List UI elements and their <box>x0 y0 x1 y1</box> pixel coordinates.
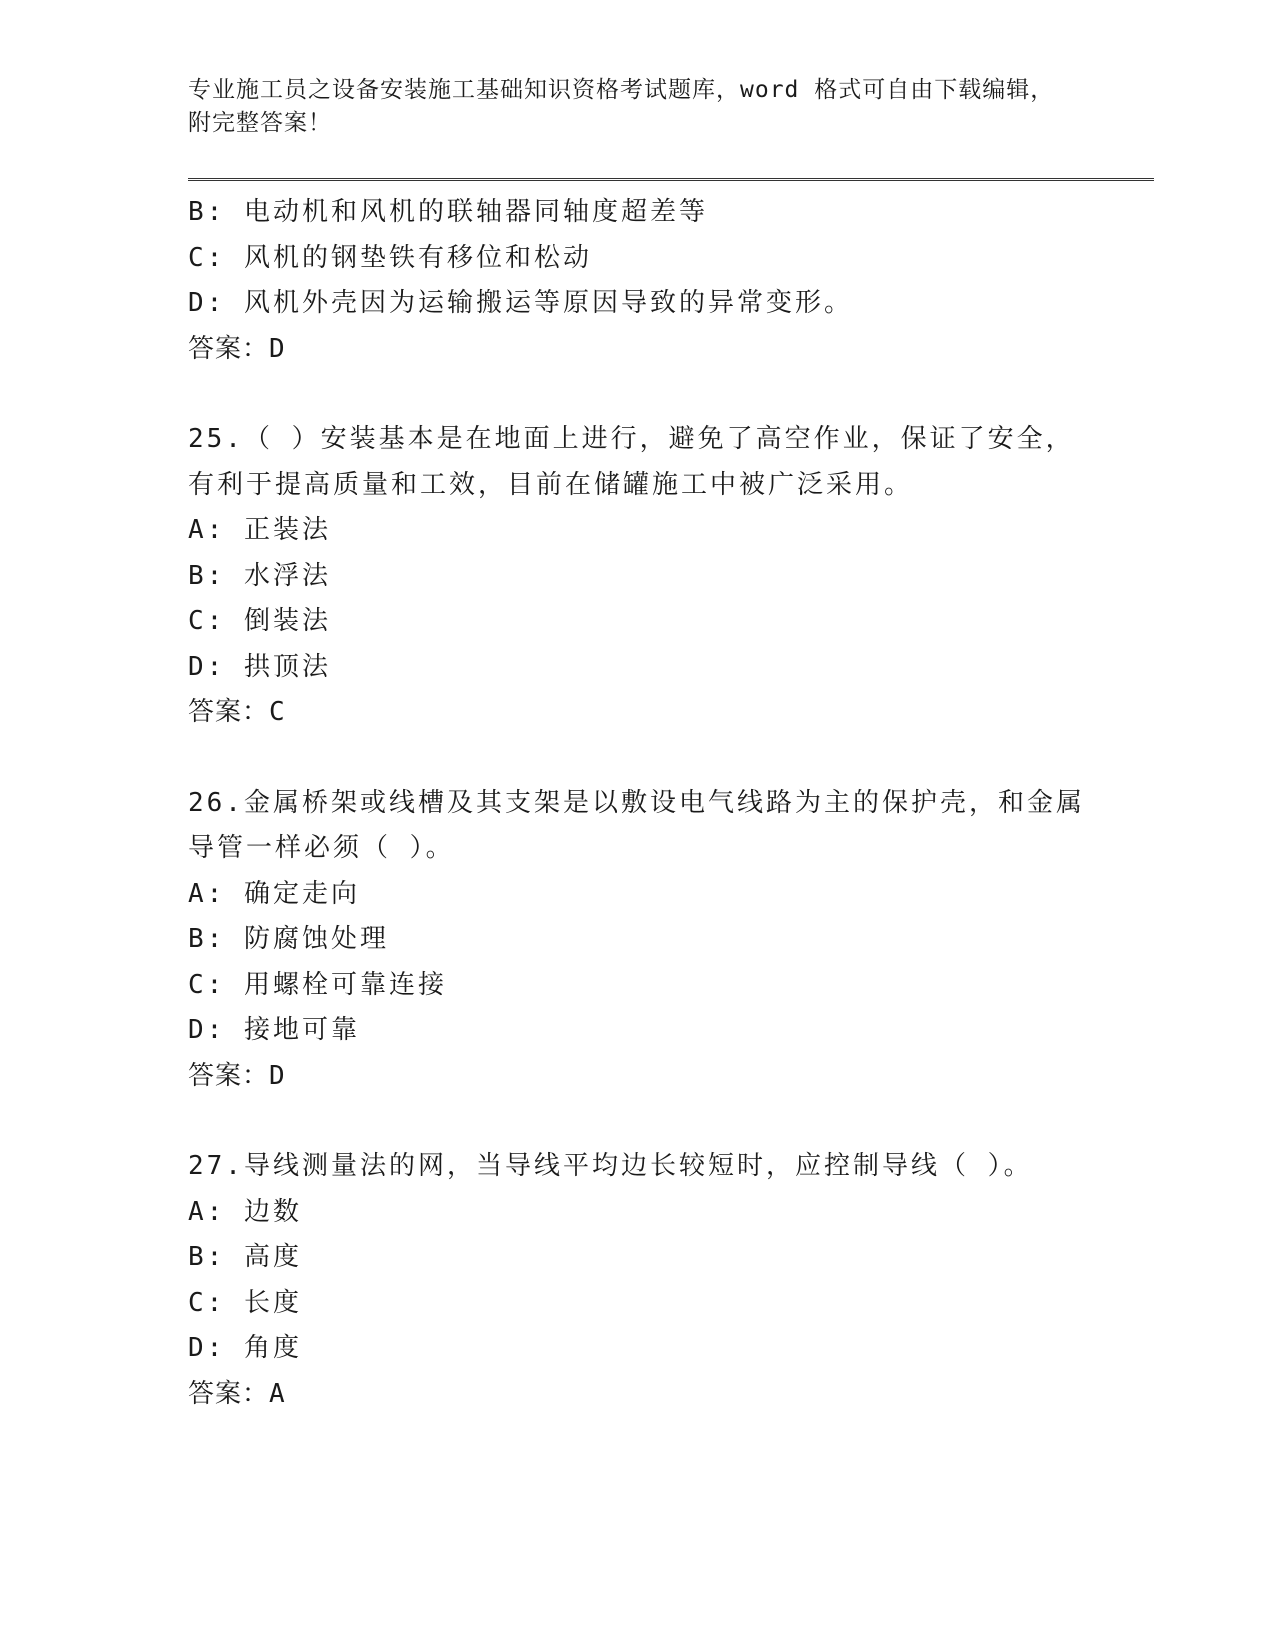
answer: 答案：D <box>188 333 286 364</box>
question-text <box>188 1144 1118 1190</box>
option-d: D: 拱顶法 <box>188 651 331 682</box>
question-text <box>188 781 1118 872</box>
option-a: A: 边数 <box>188 1196 302 1227</box>
option-b: B: 水浮法 <box>188 560 331 591</box>
option-b: B: 防腐蚀处理 <box>188 924 389 954</box>
answer: 答案：C <box>188 697 286 727</box>
option-a: A: 正装法 <box>188 515 331 545</box>
header-divider <box>188 178 1154 181</box>
question-27 <box>188 1144 1118 1417</box>
question-text-line: 27.导线测量法的网，当导线平均边长较短时，应控制导线（ ）。 <box>188 1151 1033 1181</box>
option-d: D: 风机外壳因为运输搬运等原因导致的异常变形。 <box>188 288 853 318</box>
question-text <box>188 417 1118 508</box>
option-d: D: 接地可靠 <box>188 1015 360 1045</box>
option-c: C: 长度 <box>188 1287 302 1318</box>
header-line-2: 附完整答案！ <box>188 110 332 136</box>
answer: 答案：A <box>188 1378 286 1409</box>
question-text-line: 25.（ ）安装基本是在地面上进行，避免了高空作业，保证了安全， <box>188 424 1075 454</box>
document-header <box>188 74 1088 140</box>
option-a: A: 确定走向 <box>188 878 360 909</box>
option-c: C: 倒装法 <box>188 606 331 636</box>
answer: 答案：D <box>188 1060 286 1091</box>
option-b: B: 高度 <box>188 1242 302 1272</box>
option-c: C: 风机的钢垫铁有移位和松动 <box>188 242 592 273</box>
option-d: D: 角度 <box>188 1333 302 1363</box>
spacer <box>188 372 1118 417</box>
question-text-line: 26.金属桥架或线槽及其支架是以敷设电气线路为主的保护壳，和金属 <box>188 787 1085 818</box>
question-list <box>188 190 1118 1417</box>
option-b: B: 电动机和风机的联轴器同轴度超差等 <box>188 197 708 227</box>
question-text-line: 导管一样必须（ ）。 <box>188 833 455 863</box>
header-line-1: 专业施工员之设备安装施工基础知识资格考试题库，word 格式可自由下载编辑， <box>188 77 1055 103</box>
question-26 <box>188 781 1118 1100</box>
question-25 <box>188 417 1118 736</box>
spacer <box>188 736 1118 781</box>
question-text-line: 有利于提高质量和工效，目前在储罐施工中被广泛采用。 <box>188 469 914 500</box>
option-c: C: 用螺栓可靠连接 <box>188 969 447 1000</box>
question-fragment <box>188 190 1118 372</box>
spacer <box>188 1099 1118 1144</box>
